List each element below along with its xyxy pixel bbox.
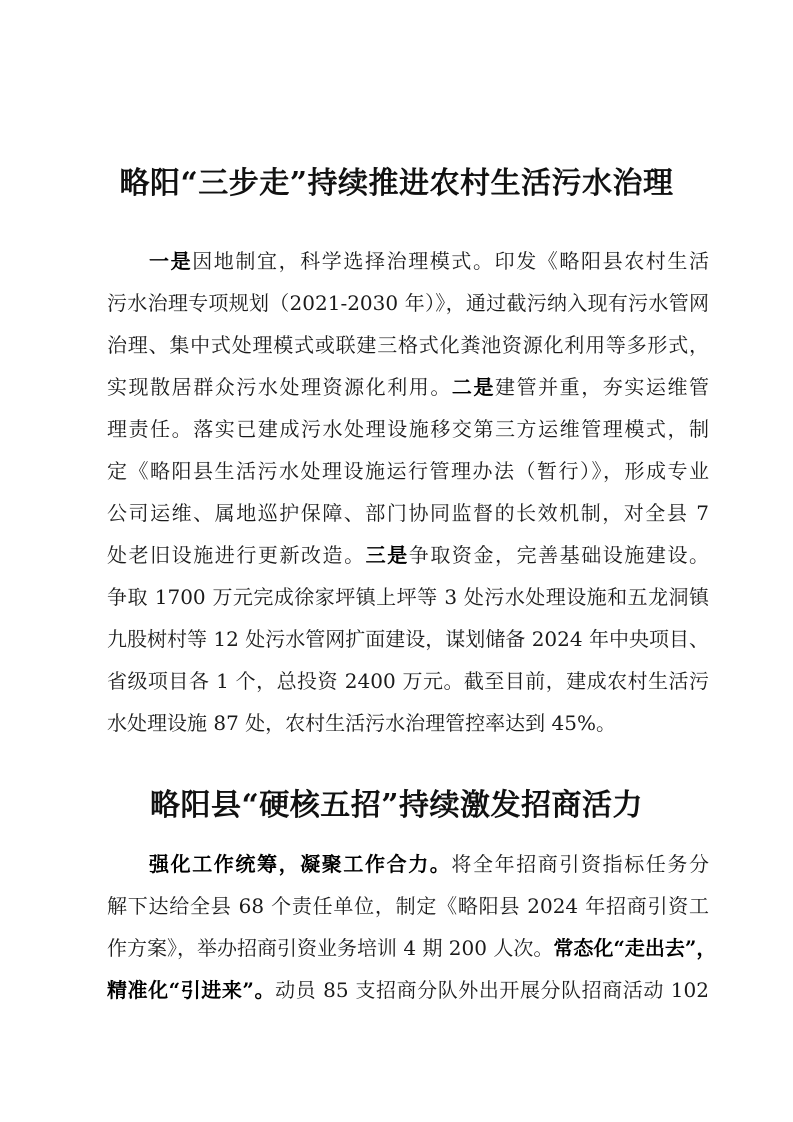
text-line: 污水治理专项规划（2021-2030 年）》，通过截污纳入现有污水管网 [107, 291, 709, 315]
text-line: 争取 1700 万元完成徐家坪镇上坪等 3 处污水处理设施和五龙洞镇 [107, 585, 709, 609]
text-line: 省级项目各 1 个，总投资 2400 万元。截至目前，建成农村生活污 [107, 669, 709, 693]
text-line: 公司运维、属地巡护保障、部门协同监督的长效机制，对全县 7 [107, 501, 709, 525]
text-line [107, 927, 717, 969]
article-2-body [107, 843, 717, 1011]
article-1-body [107, 240, 709, 744]
text-span: 作方案》，举办招商引资业务培训 4 期 200 人次。 [107, 936, 554, 960]
emphasis-text: 常态化“走出去”， [553, 936, 717, 960]
text-span: 建管并重，夯实运维管 [495, 375, 710, 399]
emphasis-text: 一是 [149, 249, 193, 273]
emphasis-text: 二是 [451, 375, 496, 399]
emphasis-text: 精准化“引进来”。 [107, 978, 276, 1002]
text-span: 处老旧设施进行更新改造。 [107, 543, 366, 567]
text-line: 定《略阳县生活污水处理设施运行管理办法（暂行）》，形成专业 [107, 459, 709, 483]
text-span: 争取资金，完善基础设施建设。 [408, 543, 710, 567]
text-span: 因地制宜，科学选择治理模式。印发《略阳县农村生活 [192, 249, 710, 273]
emphasis-text: 三是 [365, 543, 409, 567]
text-line: 治理、集中式处理模式或联建三格式化粪池资源化利用等多形式， [107, 333, 709, 357]
text-line [107, 969, 709, 1011]
text-line [107, 366, 709, 408]
text-line: 理责任。落实已建成污水处理设施移交第三方运维管理模式，制 [107, 417, 709, 441]
text-line [107, 240, 709, 282]
text-span: 实现散居群众污水处理资源化利用。 [107, 375, 452, 399]
text-line: 解下达给全县 68 个责任单位，制定《略阳县 2024 年招商引资工 [107, 894, 709, 918]
article-2-title: 略阳县“硬核五招”持续激发招商活力 [149, 788, 643, 823]
text-line: 水处理设施 87 处，农村生活污水治理管控率达到 45%。 [107, 711, 616, 735]
text-line: 九股树村等 12 处污水管网扩面建设，谋划储备 2024 年中央项目、 [107, 627, 709, 651]
text-line [107, 843, 709, 885]
article-1-title: 略阳“三步走”持续推进农村生活污水治理 [119, 166, 674, 201]
emphasis-text: 强化工作统筹，凝聚工作合力。 [149, 852, 452, 876]
text-span: 将全年招商引资指标任务分 [451, 852, 710, 876]
text-line [107, 534, 709, 576]
text-span: 动员 85 支招商分队外出开展分队招商活动 102 [275, 978, 709, 1002]
